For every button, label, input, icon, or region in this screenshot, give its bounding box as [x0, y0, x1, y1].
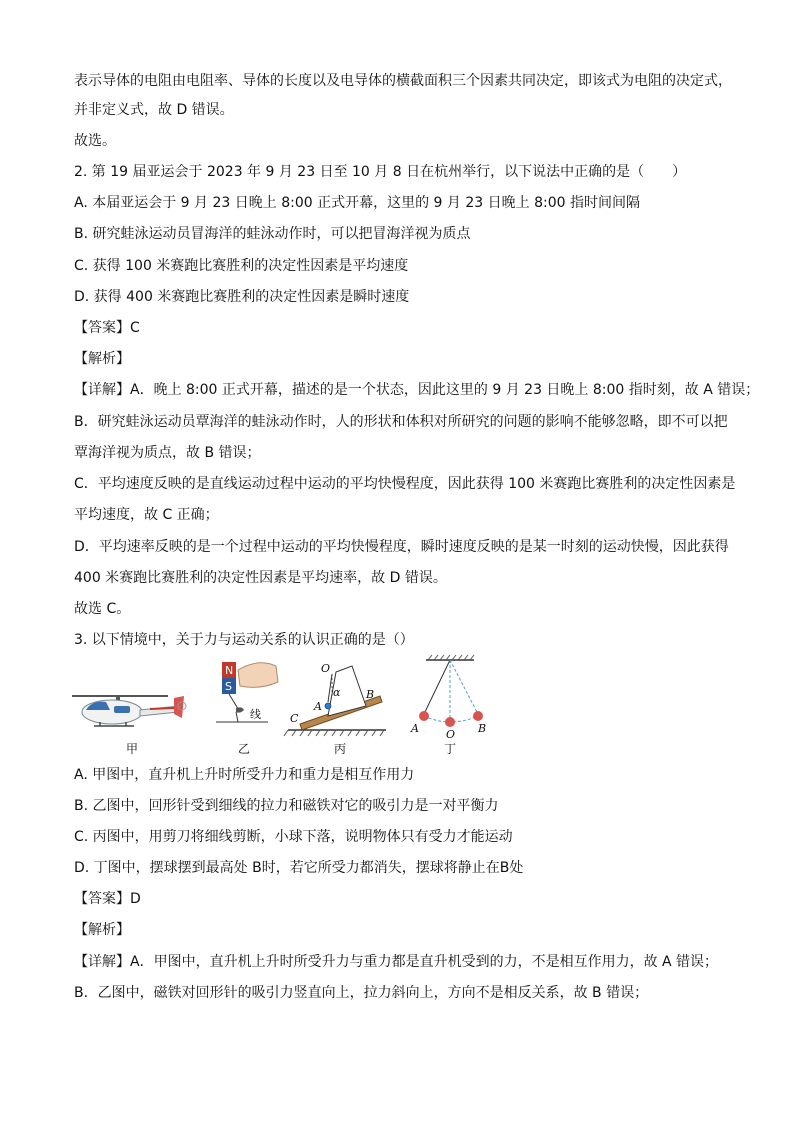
answer-label: 【答案】D: [74, 891, 141, 907]
magnet-drawing: [216, 662, 278, 722]
explanation-line: 平均速度，故 C 正确；: [74, 507, 219, 523]
helicopter-drawing: [72, 696, 186, 726]
question-3-option-d: D. 丁图中，摆球摆到最高处 B时，若它所受力都消失，摆球将静止在B处: [74, 860, 524, 876]
caption-ding: 丁: [443, 742, 456, 756]
explanation-line: 400 米赛跑比赛胜利的决定性因素是平均速率，故 D 错误。: [74, 570, 447, 586]
magnet-s-label: S: [225, 680, 232, 693]
angle-alpha-label: α: [333, 686, 341, 699]
analysis-label: 【解析】: [74, 351, 130, 367]
question-3-stem: 3. 以下情境中，关于力与运动关系的认识正确的是（）: [74, 632, 414, 648]
point-c-label: C: [290, 712, 299, 725]
question-2-option-d: D. 获得 400 米赛跑比赛胜利的决定性因素是瞬时速度: [74, 289, 410, 305]
question-3-figure: [70, 652, 730, 760]
explanation-line: 覃海洋视为质点，故 B 错误；: [74, 445, 261, 461]
explanation-line: B．乙图中，磁铁对回形针的吸引力竖直向上，拉力斜向上，方向不是相反关系，故 B 错误；: [74, 985, 649, 1001]
magnet-n-label: N: [225, 664, 234, 677]
question-2-stem: 2. 第 19 届亚运会于 2023 年 9 月 23 日至 10 月 8 日在杭州举行，以下说法中正确的是（ ）: [74, 164, 687, 180]
caption-jia: 甲: [125, 742, 138, 756]
pendulum-o-label: O: [446, 728, 456, 741]
question-3-option-b: B. 乙图中，回形针受到细线的拉力和磁铁对它的吸引力是一对平衡力: [74, 798, 499, 814]
question-2-option-a: A. 本届亚运会于 9 月 23 日晚上 8:00 正式开幕，这里的 9 月 23 日晚上 8:00 指时间间隔: [74, 195, 640, 211]
question-3-option-c: C. 丙图中，用剪刀将细线剪断，小球下落，说明物体只有受力才能运动: [74, 829, 513, 845]
answer-label: 【答案】C: [74, 320, 140, 336]
pendulum-a-label: A: [411, 722, 419, 735]
point-b-label: B: [366, 688, 375, 701]
caption-yi: 乙: [237, 742, 250, 756]
explanation-line: 【详解】A．甲图中，直升机上升时所受升力与重力都是直升机受到的力，不是相互作用力，故 A 错误；: [74, 954, 719, 970]
analysis-label: 【解析】: [74, 922, 130, 938]
question-2-option-b: B. 研究蛙泳运动员冒海洋的蛙泳动作时，可以把冒海洋视为质点: [74, 226, 471, 242]
explanation-line: D．平均速率反映的是一个过程中运动的平均快慢程度，瞬时速度反映的是某一时刻的运动快慢，因此获得: [74, 539, 729, 555]
explanation-line: B．研究蛙泳运动员覃海洋的蛙泳动作时，人的形状和体积对所研究的问题的影响不能够忽略，即不可以把: [74, 414, 728, 430]
question-3-option-a: A. 甲图中，直升机上升时所受升力和重力是相互作用力: [74, 767, 415, 783]
figure-drawings: [70, 652, 730, 760]
text-line: 并非定义式，故 D 错误。: [74, 102, 234, 118]
pendulum-b-label: B: [478, 722, 487, 735]
incline-drawing: [284, 662, 386, 736]
text-line: 故选。: [74, 133, 116, 149]
explanation-line: 故选 C。: [74, 601, 131, 617]
point-o-label: O: [321, 662, 331, 675]
explanation-line: 【详解】A．晚上 8:00 正式开幕，描述的是一个状态，因此这里的 9 月 23 日晚上 8:00 指时刻，故 A 错误；: [74, 382, 760, 398]
point-a-label: A: [314, 700, 322, 713]
question-2-option-c: C. 获得 100 米赛跑比赛胜利的决定性因素是平均速度: [74, 258, 409, 274]
pendulum-drawing: [410, 655, 486, 741]
thread-label: 线: [250, 708, 261, 721]
caption-bing: 丙: [333, 742, 346, 756]
text-line: 表示导体的电阻由电阻率、导体的长度以及电导体的横截面积三个因素共同决定，即该式为电阻的决定式，: [74, 73, 732, 89]
explanation-line: C．平均速度反映的是直线运动过程中运动的平均快慢程度，因此获得 100 米赛跑比赛胜利的决定性因素是: [74, 476, 736, 492]
